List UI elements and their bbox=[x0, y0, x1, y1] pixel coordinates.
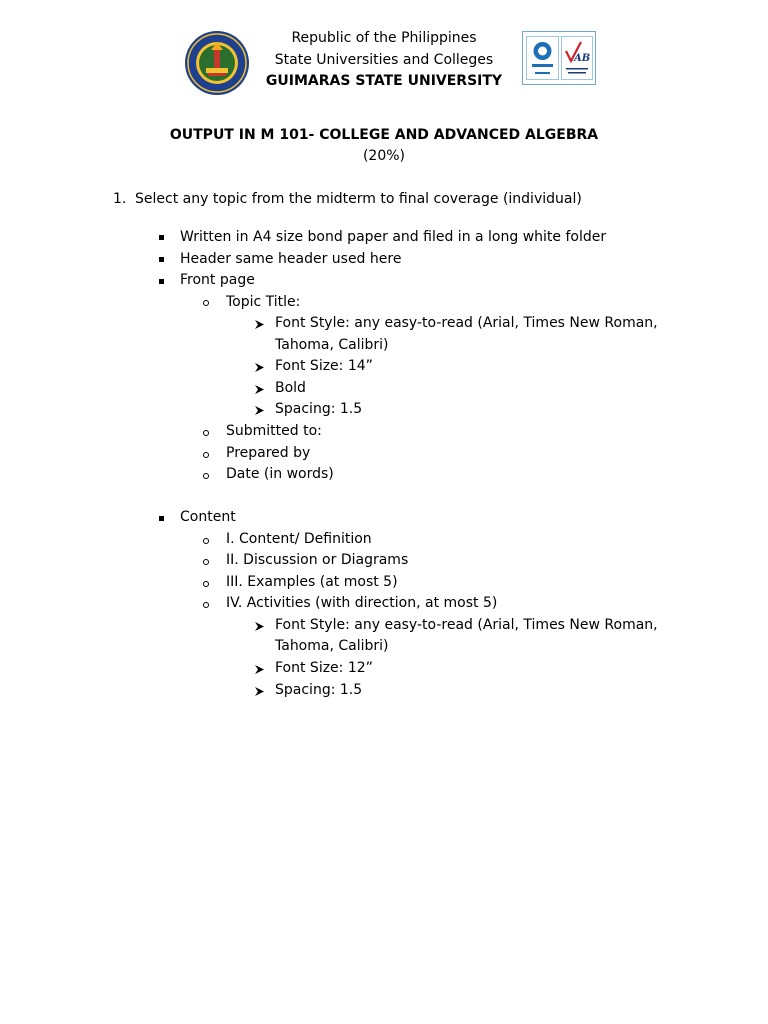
content-font-style-line2: Tahoma, Calibri) bbox=[275, 638, 389, 654]
square-bullet-icon bbox=[159, 235, 164, 240]
front-font-style-line2: Tahoma, Calibri) bbox=[275, 337, 389, 353]
document-weight: (20%) bbox=[362, 148, 406, 164]
content-font-style-line1: Font Style: any easy-to-read (Arial, Times New Roman, bbox=[275, 617, 658, 633]
content-definition: I. Content/ Definition bbox=[226, 531, 372, 547]
circle-bullet-icon bbox=[203, 538, 209, 544]
front-prepared-by: Prepared by bbox=[226, 445, 311, 461]
header-suc: State Universities and Colleges bbox=[274, 51, 494, 68]
iab-logo-icon bbox=[561, 36, 593, 80]
circle-bullet-icon bbox=[203, 430, 209, 436]
item-number: 1. bbox=[113, 191, 127, 207]
arrow-bullet-icon bbox=[254, 621, 265, 632]
arrow-bullet-icon bbox=[254, 319, 265, 330]
header-republic: Republic of the Philippines bbox=[291, 30, 477, 46]
arrow-bullet-icon bbox=[254, 384, 265, 395]
circle-bullet-icon bbox=[203, 300, 209, 306]
content-spacing: Spacing: 1.5 bbox=[275, 682, 363, 698]
arrow-bullet-icon bbox=[254, 664, 265, 675]
content-examples: III. Examples (at most 5) bbox=[226, 574, 398, 590]
front-spacing: Spacing: 1.5 bbox=[275, 401, 363, 417]
front-bold: Bold bbox=[275, 380, 306, 396]
circle-bullet-icon bbox=[203, 452, 209, 458]
bullet-header: Header same header used here bbox=[180, 251, 402, 267]
front-topic-title: Topic Title: bbox=[226, 294, 301, 310]
circle-bullet-icon bbox=[203, 602, 209, 608]
front-font-size: Font Size: 14” bbox=[275, 358, 373, 374]
bullet-front-page: Front page bbox=[180, 272, 255, 288]
item-text: Select any topic from the midterm to final coverage (individual) bbox=[135, 191, 582, 207]
square-bullet-icon bbox=[159, 257, 164, 262]
document-title: OUTPUT IN M 101- COLLEGE AND ADVANCED ALGEBRA bbox=[169, 127, 599, 143]
square-bullet-icon bbox=[159, 279, 164, 284]
front-submitted-to: Submitted to: bbox=[226, 423, 322, 439]
content-font-size: Font Size: 12” bbox=[275, 660, 373, 676]
front-font-style-line1: Font Style: any easy-to-read (Arial, Times New Roman, bbox=[275, 315, 658, 331]
arrow-bullet-icon bbox=[254, 362, 265, 373]
socotec-logo-icon bbox=[526, 36, 559, 80]
front-date: Date (in words) bbox=[226, 466, 334, 482]
svg-text:AB: AB bbox=[574, 53, 591, 64]
bullet-a4-paper: Written in A4 size bond paper and filed in a long white folder bbox=[180, 229, 607, 245]
university-seal-icon bbox=[184, 30, 250, 96]
arrow-bullet-icon bbox=[254, 686, 265, 697]
circle-bullet-icon bbox=[203, 473, 209, 479]
header-university: GUIMARAS STATE UNIVERSITY bbox=[265, 73, 503, 89]
square-bullet-icon bbox=[159, 516, 164, 521]
bullet-content: Content bbox=[180, 509, 236, 525]
circle-bullet-icon bbox=[203, 581, 209, 587]
arrow-bullet-icon bbox=[254, 405, 265, 416]
institution-header bbox=[250, 28, 518, 93]
content-discussion: II. Discussion or Diagrams bbox=[226, 552, 409, 568]
content-activities: IV. Activities (with direction, at most 5) bbox=[226, 595, 498, 611]
circle-bullet-icon bbox=[203, 559, 209, 565]
certification-logo bbox=[522, 31, 596, 85]
